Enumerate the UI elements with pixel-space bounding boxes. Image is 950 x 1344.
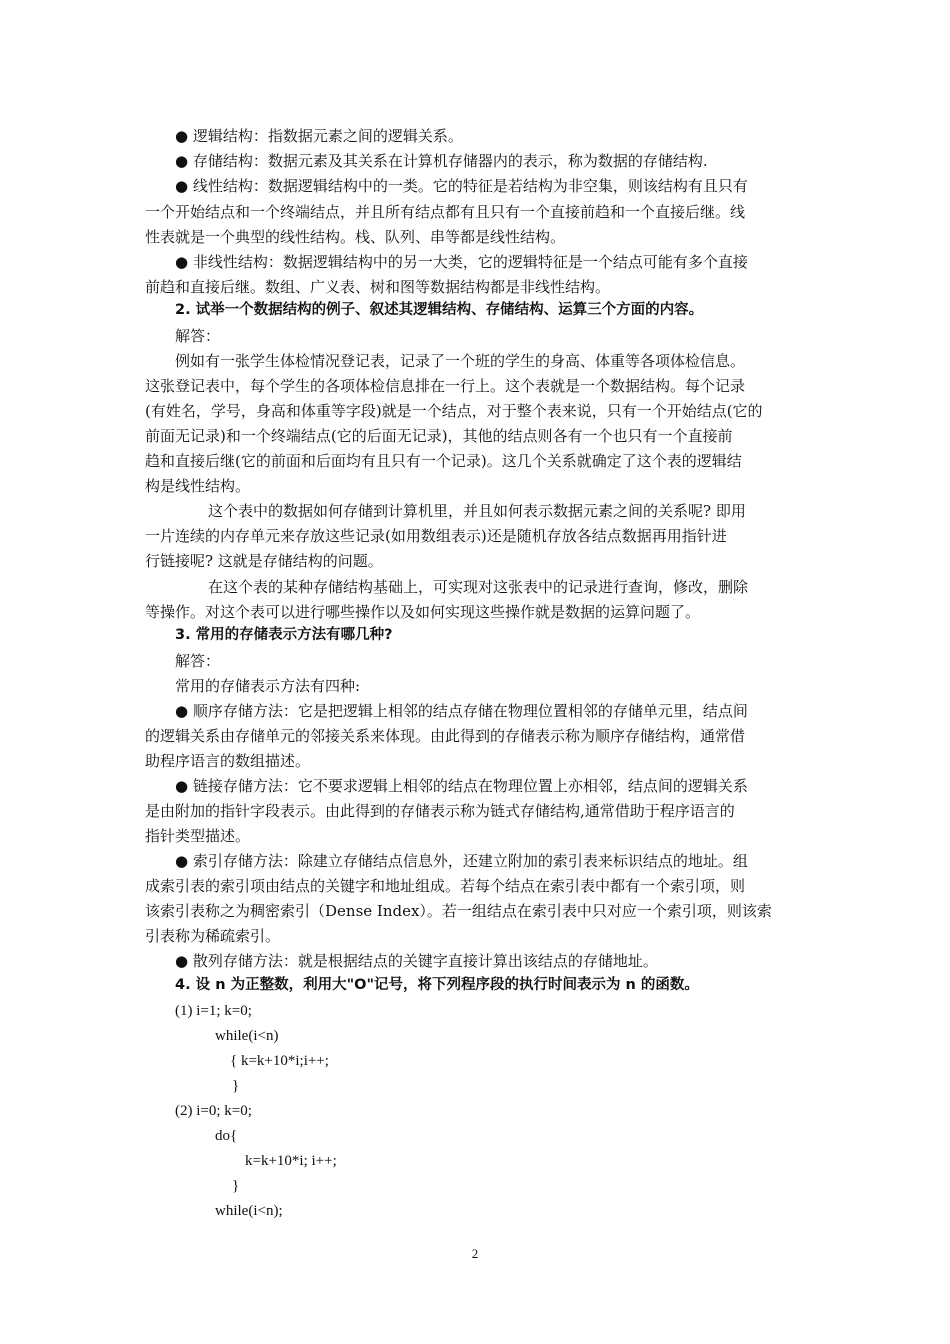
code-line: { k=k+10*i;i++; xyxy=(230,1053,329,1069)
code-line: while(i<n) xyxy=(215,1028,279,1044)
text-line: 成索引表的索引项由结点的关键字和地址组成。若每个结点在索引表中都有一个索引项，则 xyxy=(145,877,746,895)
text-line: 前趋和直接后继。数组、广义表、树和图等数据结构都是非线性结构。 xyxy=(145,278,611,296)
code-line: } xyxy=(232,1078,240,1094)
text-line: 引表称为稀疏索引。 xyxy=(145,927,281,945)
text-line: 等操作。对这个表可以进行哪些操作以及如何实现这些操作就是数据的运算问题了。 xyxy=(145,603,701,621)
text-line: 例如有一张学生体检情况登记表，记录了一个班的学生的身高、体重等各项体检信息。 xyxy=(175,352,746,370)
text-line: 趋和直接后继(它的前面和后面均有且只有一个记录)。这几个关系就确定了这个表的逻辑结 xyxy=(145,452,742,470)
question-heading: 3. 常用的存储表示方法有哪几种? xyxy=(175,627,393,643)
text-line: 在这个表的某种存储结构基础上，可实现对这张表中的记录进行查询，修改，删除 xyxy=(208,578,749,596)
code-line: } xyxy=(232,1178,240,1194)
text-line: ● 存储结构：数据元素及其关系在计算机存储器内的表示，称为数据的存储结构. xyxy=(175,152,708,170)
answer-label: 解答： xyxy=(175,652,221,670)
text-line: ● 链接存储方法：它不要求逻辑上相邻的结点在物理位置上亦相邻，结点间的逻辑关系 xyxy=(175,777,748,795)
text-line: ● 索引存储方法：除建立存储结点信息外，还建立附加的索引表来标识结点的地址。组 xyxy=(175,852,748,870)
text-line: 的逻辑关系由存储单元的邻接关系来体现。由此得到的存储表示称为顺序存储结构，通常借 xyxy=(145,727,746,745)
text-line: 指针类型描述。 xyxy=(145,827,251,845)
text-line: ● 散列存储方法：就是根据结点的关键字直接计算出该结点的存储地址。 xyxy=(175,952,658,970)
text-line: ● 非线性结构：数据逻辑结构中的另一大类，它的逻辑特征是一个结点可能有多个直接 xyxy=(175,253,748,271)
question-heading: 2. 试举一个数据结构的例子、叙述其逻辑结构、存储结构、运算三个方面的内容。 xyxy=(175,302,704,318)
text-line: 一个开始结点和一个终端结点，并且所有结点都有且只有一个直接前趋和一个直接后继。线 xyxy=(145,203,746,221)
text-line: 构是线性结构。 xyxy=(145,477,251,495)
page-number: 2 xyxy=(471,1246,479,1261)
answer-label: 解答： xyxy=(175,327,221,345)
text-line: 助程序语言的数组描述。 xyxy=(145,752,311,770)
code-line: k=k+10*i; i++; xyxy=(245,1153,337,1169)
text-line: 行链接呢? 这就是存储结构的问题。 xyxy=(145,552,383,570)
code-line: (2) i=0; k=0; xyxy=(175,1103,252,1119)
code-line: do{ xyxy=(215,1128,238,1144)
text-line: ● 顺序存储方法：它是把逻辑上相邻的结点存储在物理位置相邻的存储单元里，结点间 xyxy=(175,702,748,720)
text-line: ● 逻辑结构：指数据元素之间的逻辑关系。 xyxy=(175,127,463,145)
text-line: 常用的存储表示方法有四种: xyxy=(175,677,361,695)
text-line: 一片连续的内存单元来存放这些记录(如用数组表示)还是随机存放各结点数据再用指针进 xyxy=(145,527,727,545)
text-line: 该索引表称之为稠密索引（Dense Index）。若一组结点在索引表中只对应一个索引项，则该索 xyxy=(145,902,772,920)
text-line: (有姓名，学号，身高和体重等字段)就是一个结点，对于整个表来说，只有一个开始结点(它的 xyxy=(145,402,763,420)
text-line: 这张登记表中，每个学生的各项体检信息排在一行上。这个表就是一个数据结构。每个记录 xyxy=(145,377,746,395)
code-line: (1) i=1; k=0; xyxy=(175,1003,252,1019)
text-line: 性表就是一个典型的线性结构。栈、队列、串等都是线性结构。 xyxy=(145,228,566,246)
code-line: while(i<n); xyxy=(215,1203,283,1219)
text-line: ● 线性结构：数据逻辑结构中的一类。它的特征是若结构为非空集，则该结构有且只有 xyxy=(175,177,748,195)
text-line: 这个表中的数据如何存储到计算机里，并且如何表示数据元素之间的关系呢? 即用 xyxy=(208,502,746,520)
question-heading: 4. 设 n 为正整数，利用大"O"记号，将下列程序段的执行时间表示为 n 的函数。 xyxy=(175,977,699,993)
text-line: 前面无记录)和一个终端结点(它的后面无记录)，其他的结点则各有一个也只有一个直接前 xyxy=(145,427,733,445)
text-line: 是由附加的指针字段表示。由此得到的存储表示称为链式存储结构,通常借助于程序语言的 xyxy=(145,802,735,820)
